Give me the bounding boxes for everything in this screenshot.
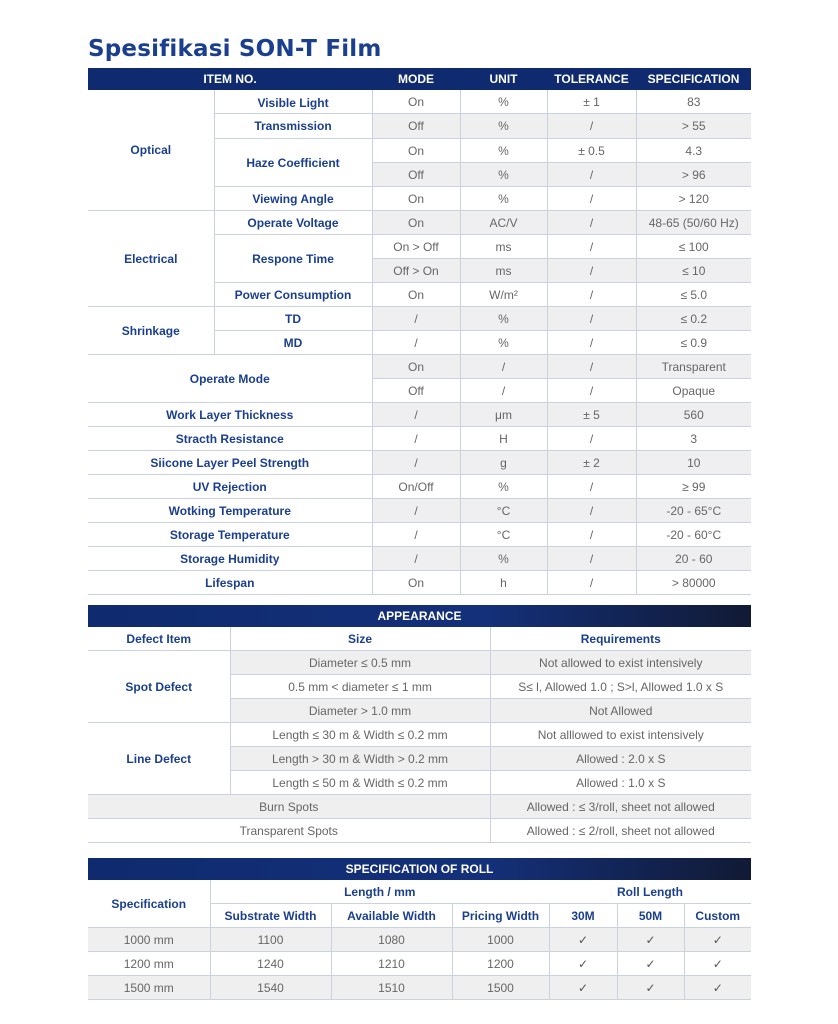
- unit-cell: AC/V: [460, 211, 547, 235]
- mode-cell: On: [372, 283, 460, 307]
- tolerance-cell: /: [547, 114, 636, 139]
- item-working-temperature: Wotking Temperature: [88, 499, 372, 523]
- table-row: [88, 928, 751, 952]
- header-roll-length: Roll Length: [549, 880, 751, 904]
- unit-cell: %: [460, 187, 547, 211]
- page-title: Spesifikasi SON-T Film: [88, 36, 382, 62]
- mode-cell: /: [372, 523, 460, 547]
- item-scratch-resistance: Stracth Resistance: [88, 427, 372, 451]
- spec-cell: > 96: [636, 163, 751, 187]
- spec-cell: 20 - 60: [636, 547, 751, 571]
- tolerance-cell: /: [547, 523, 636, 547]
- spec-cell: 1000 mm: [88, 928, 210, 952]
- tolerance-cell: /: [547, 259, 636, 283]
- requirement-cell: Not alllowed to exist intensively: [490, 723, 751, 747]
- mode-cell: On: [372, 139, 460, 163]
- check-icon: ✓: [684, 976, 751, 1000]
- spec-cell: > 80000: [636, 571, 751, 595]
- header-size: Size: [230, 627, 490, 651]
- header-unit: UNIT: [460, 68, 547, 90]
- appearance-title: APPEARANCE: [88, 605, 751, 627]
- header-specification: Specification: [88, 880, 210, 928]
- tolerance-cell: /: [547, 571, 636, 595]
- item-storage-temperature: Storage Temperature: [88, 523, 372, 547]
- header-custom: Custom: [684, 904, 751, 928]
- check-icon: ✓: [684, 952, 751, 976]
- item-work-layer-thickness: Work Layer Thickness: [88, 403, 372, 427]
- header-mode: MODE: [372, 68, 460, 90]
- requirement-cell: Allowed : 2.0 x S: [490, 747, 751, 771]
- category-optical: Optical: [88, 90, 214, 211]
- unit-cell: %: [460, 475, 547, 499]
- check-icon: ✓: [617, 952, 684, 976]
- unit-cell: /: [460, 355, 547, 379]
- spec-cell: 560: [636, 403, 751, 427]
- header-50m: 50M: [617, 904, 684, 928]
- item-transmission-label: Transmission: [254, 119, 332, 133]
- header-available-width: Available Width: [331, 904, 452, 928]
- pricing-cell: 1500: [452, 976, 549, 1000]
- mode-cell: /: [372, 403, 460, 427]
- spec-cell: 48-65 (50/60 Hz): [636, 211, 751, 235]
- available-cell: 1080: [331, 928, 452, 952]
- defect-spot: Spot Defect: [88, 651, 230, 723]
- category-shrinkage: Shrinkage: [88, 307, 214, 355]
- roll-title: SPECIFICATION OF ROLL: [88, 858, 751, 880]
- pricing-cell: 1200: [452, 952, 549, 976]
- requirement-cell: Not Allowed: [490, 699, 751, 723]
- spec-cell: Transparent: [636, 355, 751, 379]
- item-power-consumption: Power Consumption: [214, 283, 372, 307]
- check-icon: ✓: [617, 976, 684, 1000]
- table-row: [88, 211, 751, 235]
- mode-cell: Off: [372, 379, 460, 403]
- header-tolerance: TOLERANCE: [547, 68, 636, 90]
- spec-cell: 4.3: [636, 139, 751, 163]
- unit-cell: %: [460, 139, 547, 163]
- header-defect-item: Defect Item: [88, 627, 230, 651]
- mode-cell: On: [372, 355, 460, 379]
- unit-cell: g: [460, 451, 547, 475]
- unit-cell: μm: [460, 403, 547, 427]
- check-icon: ✓: [549, 928, 617, 952]
- item-peel-strength: Siicone Layer Peel Strength: [88, 451, 372, 475]
- table-row: [88, 571, 751, 595]
- unit-cell: %: [460, 163, 547, 187]
- size-cell: Burn Spots: [88, 795, 490, 819]
- header-pricing-width: Pricing Width: [452, 904, 549, 928]
- tolerance-cell: /: [547, 331, 636, 355]
- unit-cell: °C: [460, 523, 547, 547]
- item-operate-mode: Operate Mode: [88, 355, 372, 403]
- mode-cell: On/Off: [372, 475, 460, 499]
- mode-cell: /: [372, 451, 460, 475]
- table-row: [88, 523, 751, 547]
- tolerance-cell: /: [547, 379, 636, 403]
- mode-cell: /: [372, 427, 460, 451]
- spec-cell: 10: [636, 451, 751, 475]
- table-row: [88, 451, 751, 475]
- unit-cell: ms: [460, 235, 547, 259]
- requirement-cell: Not allowed to exist intensively: [490, 651, 751, 675]
- mode-cell: /: [372, 499, 460, 523]
- tolerance-cell: /: [547, 187, 636, 211]
- table-row: [88, 819, 751, 843]
- size-cell: Transparent Spots: [88, 819, 490, 843]
- size-cell: 0.5 mm < diameter ≤ 1 mm: [230, 675, 490, 699]
- table-row: [88, 976, 751, 1000]
- tolerance-cell: /: [547, 427, 636, 451]
- substrate-cell: 1240: [210, 952, 331, 976]
- tolerance-cell: ± 1: [547, 90, 636, 114]
- table-row: [88, 403, 751, 427]
- table-row: [88, 499, 751, 523]
- mode-cell: On > Off: [372, 235, 460, 259]
- unit-cell: %: [460, 114, 547, 139]
- spec-cell: 3: [636, 427, 751, 451]
- defect-line: Line Defect: [88, 723, 230, 795]
- mode-cell: Off: [372, 114, 460, 139]
- spec-cell: 1200 mm: [88, 952, 210, 976]
- unit-cell: ms: [460, 259, 547, 283]
- requirement-cell: Allowed : ≤ 2/roll, sheet not allowed: [490, 819, 751, 843]
- available-cell: 1210: [331, 952, 452, 976]
- tolerance-cell: /: [547, 355, 636, 379]
- mode-cell: /: [372, 331, 460, 355]
- mode-cell: On: [372, 90, 460, 114]
- mode-cell: /: [372, 547, 460, 571]
- tolerance-cell: /: [547, 211, 636, 235]
- item-uv-rejection: UV Rejection: [88, 475, 372, 499]
- size-cell: Diameter ≤ 0.5 mm: [230, 651, 490, 675]
- table-row: [88, 90, 751, 114]
- requirement-cell: Allowed : 1.0 x S: [490, 771, 751, 795]
- unit-cell: h: [460, 571, 547, 595]
- pricing-cell: 1000: [452, 928, 549, 952]
- roll-table: [88, 858, 751, 1000]
- spec-cell: > 55: [636, 114, 751, 139]
- spec-cell: 83: [636, 90, 751, 114]
- table-row: [88, 952, 751, 976]
- spec-cell: -20 - 60°C: [636, 523, 751, 547]
- size-cell: Length > 30 m & Width > 0.2 mm: [230, 747, 490, 771]
- item-viewing-angle: Viewing Angle: [214, 187, 372, 211]
- spec-cell: ≤ 0.9: [636, 331, 751, 355]
- item-visible-light-label: Visible Light: [215, 93, 372, 114]
- unit-cell: °C: [460, 499, 547, 523]
- mode-cell: /: [372, 307, 460, 331]
- table-row: [88, 723, 751, 747]
- tolerance-cell: ± 2: [547, 451, 636, 475]
- mode-cell: On: [372, 211, 460, 235]
- spec-cell: > 120: [636, 187, 751, 211]
- tolerance-cell: /: [547, 283, 636, 307]
- table-row: [88, 475, 751, 499]
- header-substrate-width: Substrate Width: [210, 904, 331, 928]
- category-electrical: Electrical: [88, 211, 214, 307]
- check-icon: ✓: [549, 952, 617, 976]
- header-item-no: ITEM NO.: [88, 68, 372, 90]
- spec-cell: Opaque: [636, 379, 751, 403]
- tolerance-cell: /: [547, 235, 636, 259]
- size-cell: Diameter > 1.0 mm: [230, 699, 490, 723]
- unit-cell: W/m²: [460, 283, 547, 307]
- item-haze-coefficient: Haze Coefficient: [214, 139, 372, 187]
- item-lifespan: Lifespan: [88, 571, 372, 595]
- unit-cell: %: [460, 331, 547, 355]
- mode-cell: On: [372, 571, 460, 595]
- tolerance-cell: ± 0.5: [547, 139, 636, 163]
- table-row: [88, 307, 751, 331]
- tolerance-cell: /: [547, 307, 636, 331]
- appearance-table: [88, 605, 751, 843]
- unit-cell: H: [460, 427, 547, 451]
- requirement-cell: Allowed : ≤ 3/roll, sheet not allowed: [490, 795, 751, 819]
- size-cell: Length ≤ 50 m & Width ≤ 0.2 mm: [230, 771, 490, 795]
- tolerance-cell: /: [547, 475, 636, 499]
- table-row: [88, 547, 751, 571]
- substrate-cell: 1540: [210, 976, 331, 1000]
- check-icon: ✓: [617, 928, 684, 952]
- spec-cell: ≤ 0.2: [636, 307, 751, 331]
- item-respone-time: Respone Time: [214, 235, 372, 283]
- table-row: [88, 651, 751, 675]
- item-visible-light: [214, 90, 372, 139]
- spec-cell: ≤ 5.0: [636, 283, 751, 307]
- mode-cell: Off > On: [372, 259, 460, 283]
- header-specification: SPECIFICATION: [636, 68, 751, 90]
- mode-cell: On: [372, 187, 460, 211]
- table-row: [88, 355, 751, 379]
- unit-cell: %: [460, 90, 547, 114]
- tolerance-cell: /: [547, 499, 636, 523]
- spec-cell: ≥ 99: [636, 475, 751, 499]
- table-row: [88, 795, 751, 819]
- unit-cell: %: [460, 307, 547, 331]
- tolerance-cell: /: [547, 547, 636, 571]
- header-length: Length / mm: [210, 880, 549, 904]
- size-cell: Length ≤ 30 m & Width ≤ 0.2 mm: [230, 723, 490, 747]
- tolerance-cell: /: [547, 163, 636, 187]
- header-requirements: Requirements: [490, 627, 751, 651]
- item-md: MD: [214, 331, 372, 355]
- unit-cell: %: [460, 547, 547, 571]
- check-icon: ✓: [684, 928, 751, 952]
- spec-cell: ≤ 10: [636, 259, 751, 283]
- header-30m: 30M: [549, 904, 617, 928]
- mode-cell: Off: [372, 163, 460, 187]
- unit-cell: /: [460, 379, 547, 403]
- table-row: [88, 627, 751, 651]
- item-operate-voltage: Operate Voltage: [214, 211, 372, 235]
- available-cell: 1510: [331, 976, 452, 1000]
- item-td: TD: [214, 307, 372, 331]
- requirement-cell: S≤ l, Allowed 1.0 ; S>l, Allowed 1.0 x S: [490, 675, 751, 699]
- tolerance-cell: ± 5: [547, 403, 636, 427]
- spec-cell: -20 - 65°C: [636, 499, 751, 523]
- spec-cell: 1500 mm: [88, 976, 210, 1000]
- substrate-cell: 1100: [210, 928, 331, 952]
- table-row: [88, 427, 751, 451]
- spec-table: [88, 68, 751, 595]
- spec-cell: ≤ 100: [636, 235, 751, 259]
- table-row: [88, 880, 751, 904]
- check-icon: ✓: [549, 976, 617, 1000]
- item-storage-humidity: Storage Humidity: [88, 547, 372, 571]
